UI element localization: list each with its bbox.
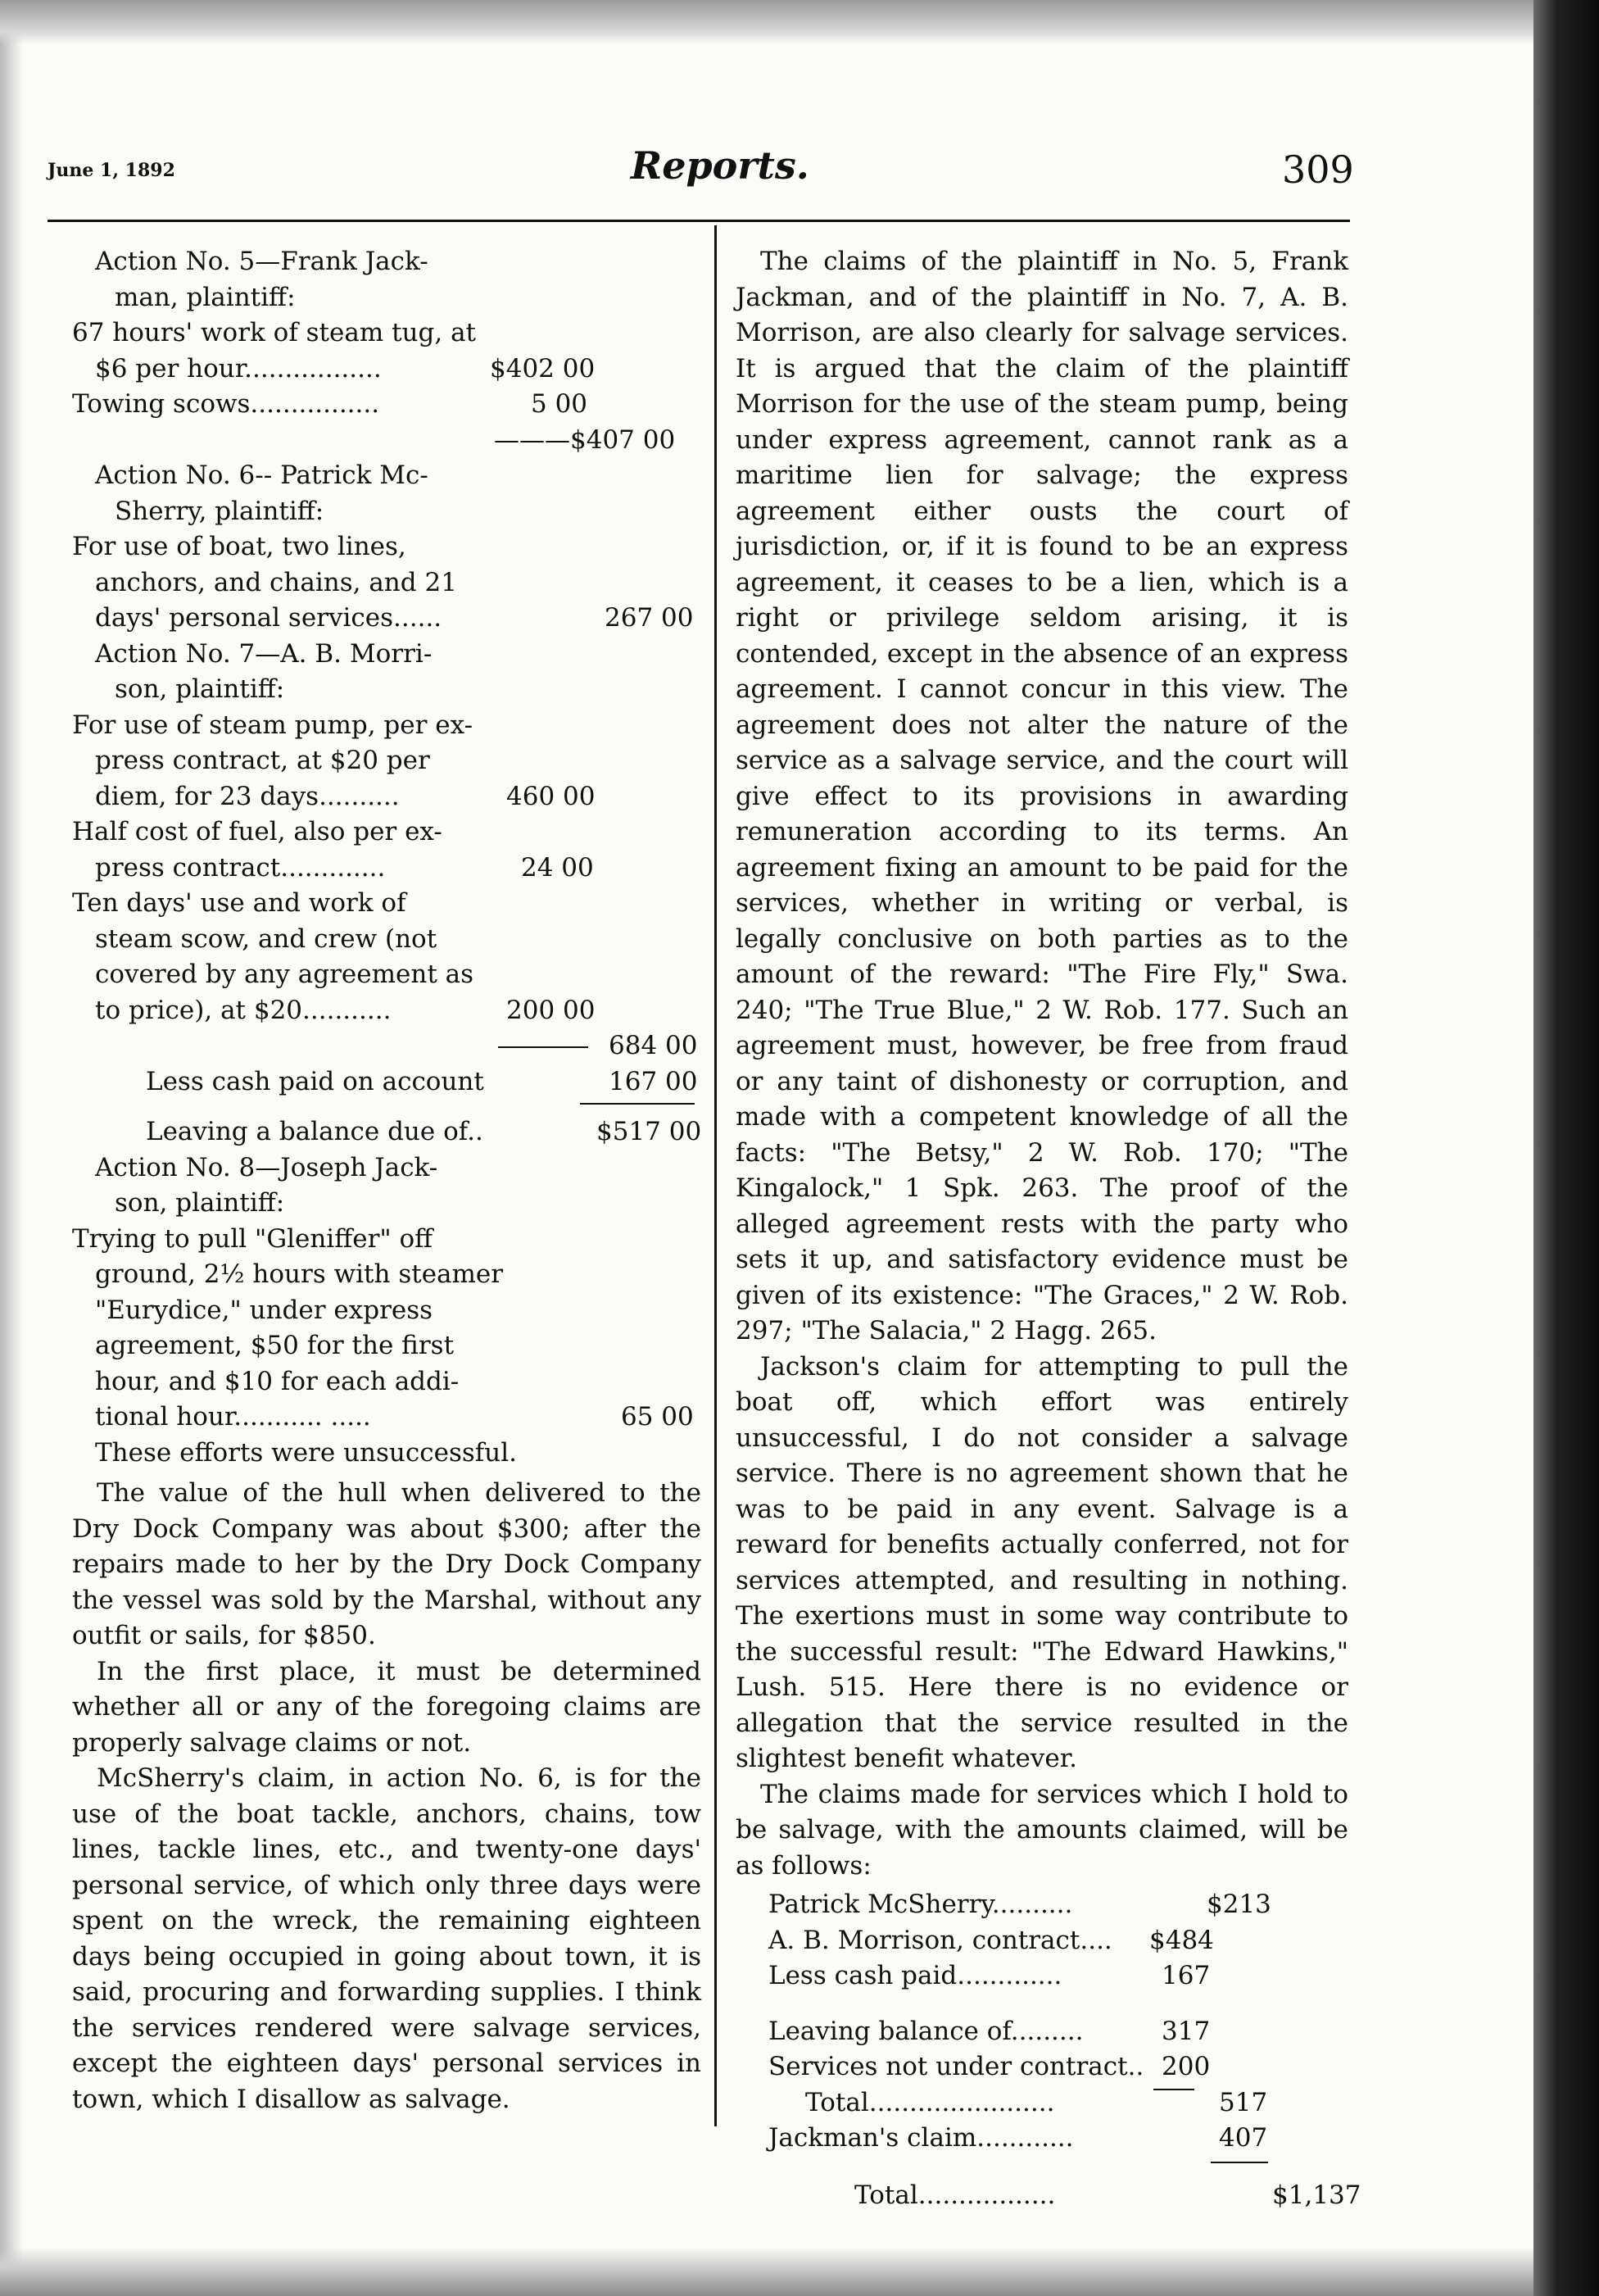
summary-spacer bbox=[736, 2157, 1348, 2178]
total-amount: $1,137 bbox=[1272, 2180, 1361, 2210]
item-amount: 460 00 bbox=[506, 781, 596, 811]
header-date: June 1, 1892 bbox=[48, 160, 175, 181]
action-6-line: For use of boat, two lines, bbox=[72, 532, 406, 561]
action-5-item bbox=[72, 387, 701, 423]
action-7-title-cont: son, plaintiff: bbox=[115, 674, 285, 704]
paragraph: The claims made for services which I hold to be salvage, with the amounts claimed, will be as follows: bbox=[736, 1779, 1348, 1881]
total-label: Total................. bbox=[854, 2180, 1056, 2210]
row-amount: $213 bbox=[1207, 1890, 1271, 1919]
item-amount: 5 00 bbox=[531, 389, 588, 419]
item-label: days' personal services...... bbox=[95, 603, 442, 633]
subtotal-amount: 684 00 bbox=[609, 1031, 698, 1060]
item-amount: 200 00 bbox=[506, 995, 596, 1025]
item-label: diem, for 23 days.......... bbox=[95, 781, 400, 811]
row-label: Less cash paid............. bbox=[768, 1961, 1062, 1990]
summary-row bbox=[736, 2014, 1348, 2050]
row-amount: 200 bbox=[1162, 2052, 1211, 2081]
action-7-item bbox=[72, 779, 701, 815]
item-label: to price), at $20........... bbox=[95, 995, 392, 1025]
action-6-title-cont: Sherry, plaintiff: bbox=[115, 496, 324, 526]
item-amount: 24 00 bbox=[521, 852, 594, 883]
item-label: tional hour........... ..... bbox=[95, 1402, 371, 1432]
summary-rule bbox=[1153, 2089, 1194, 2090]
summary-row bbox=[736, 1923, 1348, 1959]
page-edge-shadow-bottom bbox=[0, 2247, 1599, 2296]
action-6-item bbox=[72, 601, 701, 637]
less-label: Less cash paid on account bbox=[146, 1066, 484, 1096]
item-amount: 267 00 bbox=[605, 603, 694, 633]
action-5-title-cont: man, plaintiff: bbox=[115, 282, 296, 312]
left-column bbox=[72, 244, 701, 2117]
action-7-less bbox=[72, 1064, 701, 1100]
action-7-item bbox=[72, 851, 701, 887]
page-edge-shadow-right bbox=[1533, 0, 1599, 2296]
action-5-total bbox=[72, 423, 701, 459]
summary-row bbox=[736, 2085, 1348, 2121]
paragraph: The claims of the plaintiff in No. 5, Frank Jackman, and of the plaintiff in No. 7, A. B. Morrison, are also clearly for salvage services. It is argued that the claim of the plaintiff Morrison for the use of the steam pump, being under express agreement, cannot rank as a maritime lien for salvage; the express agreement either ousts the court of jurisdiction, or, if it is found to be an express agreement, it ceases to be a lien, which is a right or privilege seldom arising, it is contended, except in the absence of an express agreement. I cannot concur in this view. The agreement does not alter the nature of the service as a salvage service, and the court will give effect to its provisions in awarding remuneration according to its terms. An agreement fixing an amount to be paid for the services, whether in writing or verbal, is legally conclusive on both parties as to the amount of the reward: "The Fire Fly," Swa. 240; "The True Blue," 2 W. Rob. 177. Such an agreement must, however, be free from fraud or any taint of dishonesty or corruption, and made with a competent knowledge of all the facts: "The Betsy," 2 W. Rob. 170; "The Kingalock," 1 Spk. 263. The proof of the alleged agreement rests with the party who sets it up, and satisfactory evidence must be given of its existence: "The Graces," 2 W. Rob. 297; "The Salacia," 2 Hagg. 265. bbox=[736, 247, 1348, 1345]
action-5-item bbox=[72, 352, 701, 388]
right-column bbox=[736, 244, 1361, 2213]
item-label: $6 per hour................. bbox=[95, 353, 382, 383]
summary-rule bbox=[1211, 2162, 1268, 2163]
action-7-line: steam scow, and crew (not bbox=[95, 923, 437, 954]
row-label: Services not under contract.. bbox=[768, 2052, 1144, 2081]
summary-total-row bbox=[736, 2178, 1361, 2214]
page-edge-shadow-top bbox=[0, 0, 1599, 45]
action-8-title-cont: son, plaintiff: bbox=[115, 1188, 285, 1218]
item-label: Towing scows................ bbox=[72, 389, 380, 419]
paragraph: Jackson's claim for attempting to pull the boat off, which effort was entirely unsuccessful, I do not consider a salvage service. There is no agreement shown that he was to be paid in any event. Salvage is a reward for benefits actually conferred, not for services attempted, and resulting in nothing. The exertions must in some way contribute to the successful result: "The Edward Hawkins," Lush. 515. Here there is no evidence or allegation that the service resulted in the slightest benefit whatever. bbox=[736, 1351, 1348, 1773]
action-5-title: Action No. 5—Frank Jack- bbox=[95, 247, 428, 276]
action-8-line: ground, 2½ hours with steamer bbox=[95, 1259, 504, 1289]
item-amount: $402 00 bbox=[490, 353, 596, 383]
action-6-line: anchors, and chains, and 21 bbox=[95, 567, 457, 597]
action-8-line: These efforts were unsuccessful. bbox=[95, 1437, 517, 1468]
row-amount: 167 bbox=[1162, 1961, 1211, 1990]
action-6-title: Action No. 6-- Patrick Mc- bbox=[95, 461, 428, 490]
row-amount: 517 bbox=[1219, 2087, 1268, 2117]
action-5-line: 67 hours' work of steam tug, at bbox=[72, 318, 477, 347]
action-7-line: covered by any agreement as bbox=[95, 960, 474, 989]
column-divider bbox=[714, 225, 717, 2126]
action-7-line: press contract, at $20 per bbox=[95, 746, 430, 775]
action-7-line: Ten days' use and work of bbox=[72, 888, 406, 918]
total-amount: ———$407 00 bbox=[494, 424, 676, 455]
summary-row bbox=[736, 1958, 1348, 1994]
row-amount: $484 bbox=[1149, 1925, 1214, 1955]
action-8-line: hour, and $10 for each addi- bbox=[95, 1366, 460, 1396]
less-amount: 167 00 bbox=[609, 1066, 698, 1096]
header-title: Reports. bbox=[631, 143, 809, 188]
item-amount: 65 00 bbox=[621, 1402, 694, 1432]
action-8-title: Action No. 8—Joseph Jack- bbox=[95, 1152, 438, 1182]
row-amount: 317 bbox=[1162, 2016, 1211, 2046]
action-7-line: Half cost of fuel, also per ex- bbox=[72, 817, 442, 846]
right-paragraphs bbox=[736, 244, 1348, 1884]
paragraph: McSherry's claim, in action No. 6, is for the use of the boat tackle, anchors, chains, tow lines, tackle lines, etc., and twenty-one days' personal service, of which only three days were spent on the wreck, the remaining eighteen days being occupied in going about town, it is said, procuring and forwarding supplies. I think the services rendered were salvage services, except the eighteen days' personal services in town, which I disallow as salvage. bbox=[72, 1763, 701, 2114]
action-7-item bbox=[72, 993, 701, 1029]
balance-spacer bbox=[72, 1100, 701, 1114]
paragraph: The value of the hull when delivered to the Dry Dock Company was about $300; after the repairs made to her by the Dry Dock Company the vessel was sold by the Marshal, without any outfit or sails, for $850. bbox=[72, 1478, 701, 1650]
item-label: press contract............. bbox=[95, 852, 386, 883]
row-label: A. B. Morrison, contract.... bbox=[768, 1925, 1112, 1955]
action-8-line: Trying to pull "Gleniffer" off bbox=[72, 1223, 433, 1254]
page-edge-shadow-left bbox=[0, 0, 23, 2296]
claims-summary-table bbox=[736, 1887, 1361, 2213]
left-paragraphs bbox=[72, 1476, 701, 2117]
action-8-item bbox=[72, 1400, 701, 1436]
paragraph: In the first place, it must be determined whether all or any of the foregoing claims are properly salvage claims or not. bbox=[72, 1656, 701, 1758]
balance-rule bbox=[580, 1103, 695, 1105]
row-label: Patrick McSherry.......... bbox=[768, 1890, 1073, 1919]
row-label: Total....................... bbox=[805, 2087, 1055, 2117]
summary-row bbox=[736, 1887, 1348, 1923]
row-label: Jackman's claim............ bbox=[768, 2123, 1074, 2153]
action-7-line: For use of steam pump, per ex- bbox=[72, 710, 473, 740]
header-rule bbox=[48, 220, 1350, 222]
header-page-number: 309 bbox=[1282, 147, 1354, 192]
summary-spacer bbox=[736, 1994, 1348, 2014]
row-amount: 407 bbox=[1219, 2123, 1268, 2153]
action-8-line: agreement, $50 for the first bbox=[95, 1331, 455, 1360]
action-7-subtotal bbox=[72, 1028, 701, 1064]
action-7-balance bbox=[72, 1114, 701, 1150]
balance-label: Leaving a balance due of.. bbox=[146, 1117, 483, 1146]
action-7-title: Action No. 7—A. B. Morri- bbox=[95, 638, 433, 669]
row-label: Leaving balance of......... bbox=[768, 2016, 1084, 2046]
subtotal-rule bbox=[498, 1046, 588, 1048]
action-8-line: "Eurydice," under express bbox=[95, 1295, 433, 1325]
balance-amount: $517 00 bbox=[596, 1117, 702, 1146]
summary-row bbox=[736, 2049, 1348, 2085]
summary-row bbox=[736, 2121, 1348, 2157]
